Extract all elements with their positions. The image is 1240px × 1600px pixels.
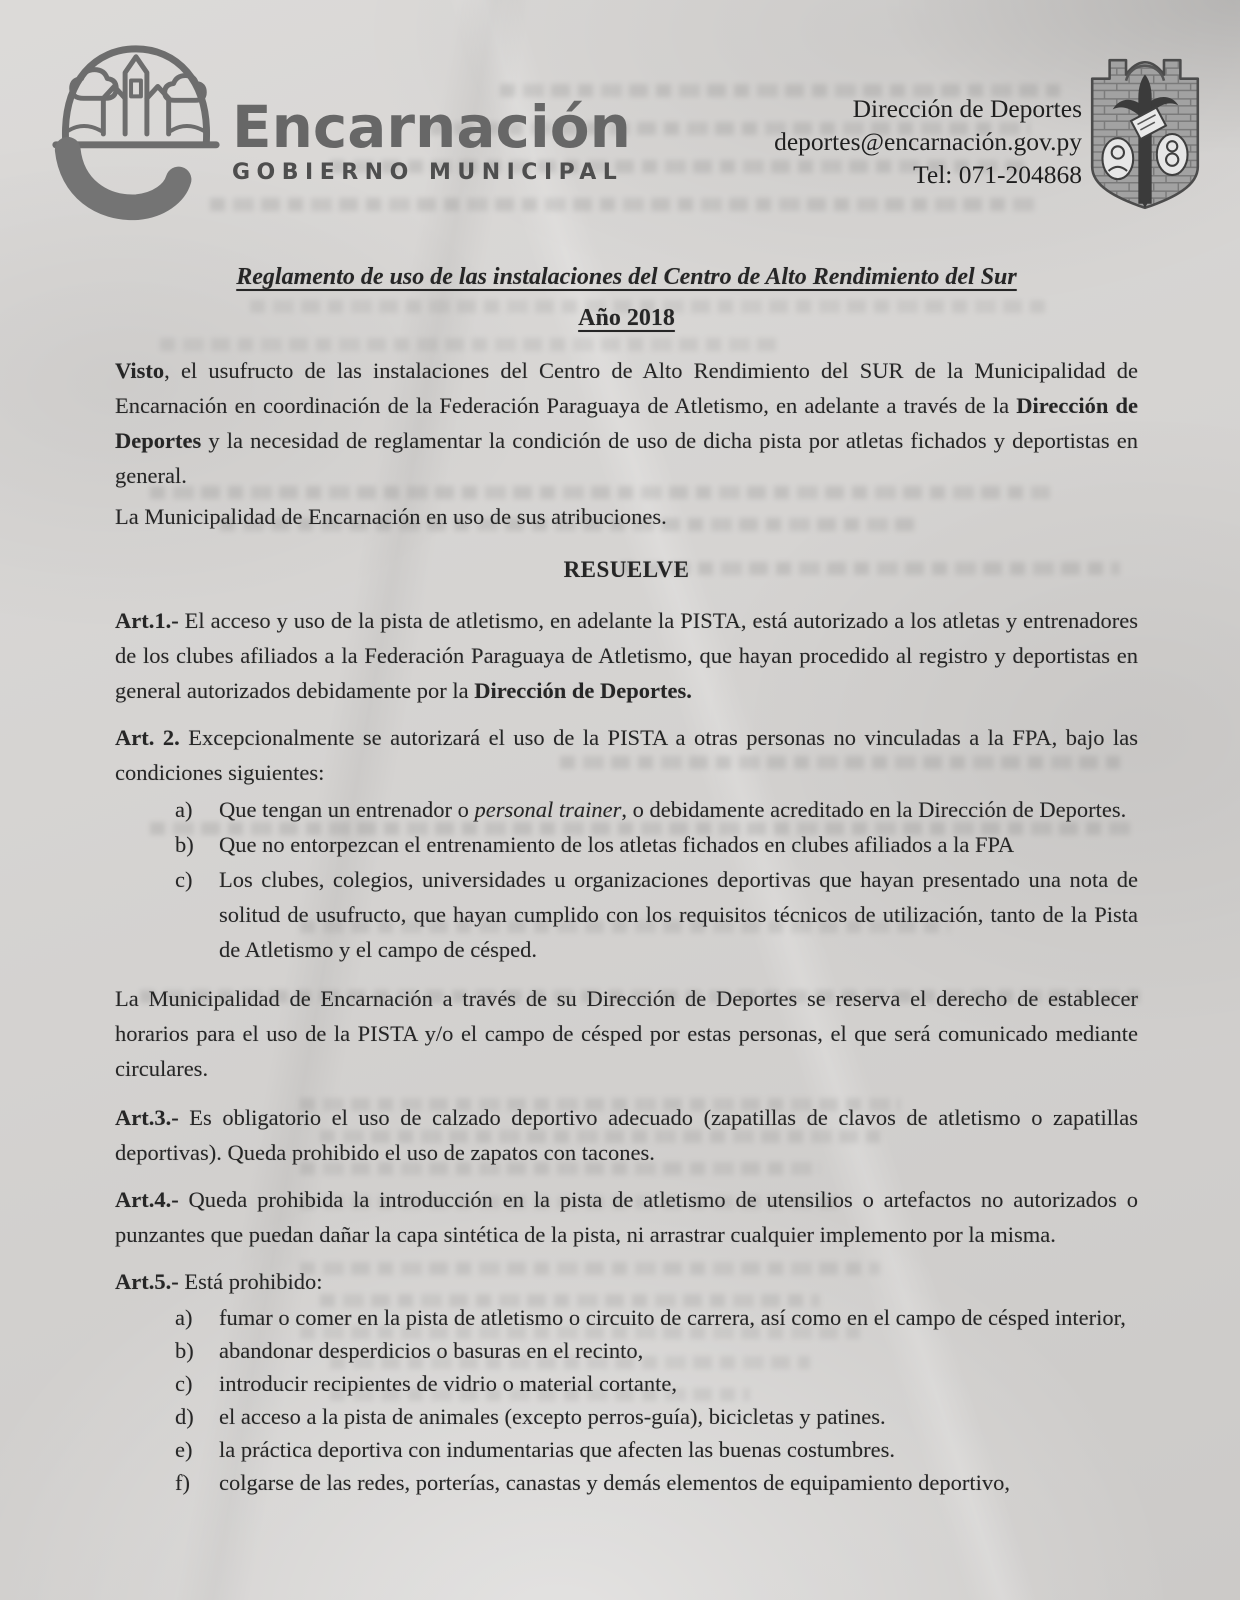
visto-text-b: y la necesidad de reglamentar la condición de uso de dicha pista por atletas fichados y deportistas en general. [115,428,1138,488]
item-text [219,792,1138,827]
art5-label: Art.5.- [115,1269,179,1294]
list-item [175,862,1138,967]
item-label: a) [175,1305,193,1330]
paragraph-reserva: La Municipalidad de Encarnación a través de su Dirección de Deportes se reserva el derecho de establecer horarios para el uso de la PISTA y/o el campo de césped por estas personas, el que será comunicado mediante circulares. [115,986,1138,1081]
item-label: e) [175,1437,193,1462]
visto-text-a: , el usufructo de las instalaciones del Centro de Alto Rendimiento del SUR de la Municipalidad de Encarnación en coordinación de la Federación Paraguaya de Atletismo, en adelante a través de la [115,358,1138,418]
item-text: Que no entorpezcan el entrenamiento de los atletas fichados en clubes afiliados a la FPA [219,832,1015,857]
item-text: introducir recipientes de vidrio o material cortante, [219,1371,677,1396]
art4-label: Art.4.- [115,1187,179,1212]
art1-label: Art.1.- [115,608,179,633]
contact-phone: Tel: 071-204868 [913,160,1082,189]
paragraph-art4 [115,1182,1138,1252]
art3-text: Es obligatorio el uso de calzado deportivo adecuado (zapatillas de clavos de atletismo o zapatillas deportivas). Queda prohibido el uso de zapatos con tacones. [115,1105,1138,1165]
item-label: f) [175,1470,190,1495]
letterhead [0,0,1240,240]
item-label: b) [175,832,194,857]
list-item [175,1301,1138,1334]
document-body [115,258,1138,1499]
art5-item-list [175,1301,1138,1499]
item-text-post: , o debidamente acreditado en la Dirección de Deportes. [621,797,1127,822]
item-text-pre: Que tengan un entrenador o [219,797,475,822]
logo-subtitle: GOBIERNO MUNICIPAL [232,160,624,185]
paragraph-art5 [115,1264,1138,1299]
item-label: d) [175,1404,194,1429]
item-text: fumar o comer en la pista de atletismo o circuito de carrera, así como en el campo de césped interior, [219,1305,1126,1330]
paragraph-atribuciones: La Municipalidad de Encarnación en uso de sus atribuciones. [115,504,667,529]
item-text: la práctica deportiva con indumentarias que afecten las buenas costumbres. [219,1437,895,1462]
visto-lead: Visto [115,358,165,383]
title-line1: Reglamento de uso de las instalaciones del Centro de Alto Rendimiento del Sur [236,264,1017,290]
item-text: abandonar desperdicios o basuras en el recinto, [219,1338,644,1363]
art3-label: Art.3.- [115,1105,179,1130]
art1-bold: Dirección de Deportes. [474,678,692,703]
list-item [175,1433,1138,1466]
art2-item-list [175,792,1138,967]
list-item [175,792,1138,827]
list-item [175,1367,1138,1400]
list-item [175,1334,1138,1367]
art4-text: Queda prohibida la introducción en la pista de atletismo de utensilios o artefactos no autorizados o punzantes que puedan dañar la capa sintética de la pista, ni arrastrar cualquier implemento por la misma. [115,1187,1138,1247]
contact-block [774,92,1082,191]
paragraph-visto [115,353,1138,493]
visto-bold: Dirección de Deportes [115,393,1138,453]
logo-wordmark: Encarnación [232,93,631,161]
contact-department: Dirección de Deportes [852,94,1082,123]
title-year: Año 2018 [578,305,675,331]
list-item [175,1400,1138,1433]
art5-text: Está prohibido: [178,1269,323,1294]
paragraph-art3 [115,1100,1138,1170]
item-text-italic: personal trainer [474,797,622,822]
paragraph-art1 [115,603,1138,708]
list-item [175,827,1138,862]
encarnacion-logo-icon [42,33,230,231]
city-coat-of-arms-icon [1086,52,1204,219]
art2-label: Art. 2. [115,725,180,750]
resuelve-heading: RESUELVE [563,557,690,582]
document-title [115,258,1138,337]
item-label: a) [175,797,193,822]
item-label: b) [175,1338,194,1363]
item-text: el acceso a la pista de animales (excepto perros-guía), bicicletas y patines. [219,1404,886,1429]
contact-email: deportes@encarnación.gov.py [774,127,1082,156]
list-item [175,1466,1138,1499]
art2-text: Excepcionalmente se autorizará el uso de la PISTA a otras personas no vinculadas a la FPA, bajo las condiciones siguientes: [115,725,1138,785]
item-label: c) [175,1371,193,1396]
logo-lockup [232,93,631,185]
paragraph-art2 [115,720,1138,790]
item-text: colgarse de las redes, porterías, canastas y demás elementos de equipamiento deportivo, [219,1470,1010,1495]
item-label: c) [175,867,193,892]
art1-text: El acceso y uso de la pista de atletismo, en adelante la PISTA, está autorizado a los atletas y entrenadores de los clubes afiliados a la Federación Paraguaya de Atletismo, que hayan procedido al registro y deportistas en general autorizados debidamente por la [115,608,1138,703]
item-text: Los clubes, colegios, universidades u organizaciones deportivas que hayan presentado una nota de solitud de usufructo, que hayan cumplido con los requisitos técnicos de utilización, tanto de la Pista de Atletismo y el campo de césped. [219,867,1138,962]
